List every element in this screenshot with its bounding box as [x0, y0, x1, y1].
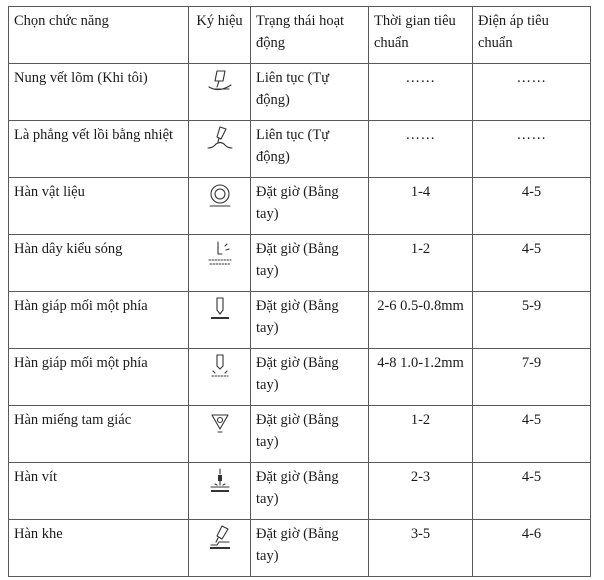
cell-voltage: 5-9	[473, 292, 591, 349]
cell-time: 4-8 1.0-1.2mm	[369, 349, 473, 406]
cell-time: ……	[369, 64, 473, 121]
cell-function: Hàn dây kiểu sóng	[9, 235, 189, 292]
cell-function: Hàn khe	[9, 520, 189, 577]
cell-time: 2-3	[369, 463, 473, 520]
cell-symbol	[189, 349, 251, 406]
header-function: Chọn chức năng	[9, 7, 189, 64]
table-row	[9, 349, 591, 406]
cell-mode: Liên tục (Tự động)	[251, 64, 369, 121]
single-side-butt-weld-spark-icon	[205, 352, 235, 382]
cell-symbol	[189, 121, 251, 178]
cell-voltage: 4-5	[473, 463, 591, 520]
cell-function: Hàn vật liệu	[9, 178, 189, 235]
cell-voltage: ……	[473, 121, 591, 178]
cell-voltage: 4-5	[473, 178, 591, 235]
table-row	[9, 406, 591, 463]
header-time: Thời gian tiêu chuẩn	[369, 7, 473, 64]
cell-mode: Đặt giờ (Bằng tay)	[251, 178, 369, 235]
cell-time: 3-5	[369, 520, 473, 577]
cell-voltage: 7-9	[473, 349, 591, 406]
cell-voltage: ……	[473, 64, 591, 121]
cell-function: Hàn vít	[9, 463, 189, 520]
header-mode: Trạng thái hoạt động	[251, 7, 369, 64]
welding-function-table	[8, 6, 591, 577]
cell-mode: Đặt giờ (Bằng tay)	[251, 235, 369, 292]
wave-wire-weld-icon	[205, 238, 235, 268]
material-weld-icon	[205, 181, 235, 211]
dent-heating-icon	[205, 67, 235, 97]
header-voltage: Điện áp tiêu chuẩn	[473, 7, 591, 64]
cell-mode: Liên tục (Tự động)	[251, 121, 369, 178]
cell-function: Hàn giáp mối một phía	[9, 349, 189, 406]
cell-symbol	[189, 292, 251, 349]
cell-time: 2-6 0.5-0.8mm	[369, 292, 473, 349]
triangle-piece-weld-icon	[205, 409, 235, 439]
cell-voltage: 4-5	[473, 235, 591, 292]
header-row	[9, 7, 591, 64]
cell-mode: Đặt giờ (Bằng tay)	[251, 349, 369, 406]
cell-time: 1-4	[369, 178, 473, 235]
cell-time: ……	[369, 121, 473, 178]
table-row	[9, 64, 591, 121]
table-row	[9, 121, 591, 178]
single-side-butt-weld-icon	[205, 295, 235, 325]
table-row	[9, 292, 591, 349]
cell-voltage: 4-5	[473, 406, 591, 463]
cell-function: Hàn giáp mối một phía	[9, 292, 189, 349]
cell-time: 1-2	[369, 406, 473, 463]
bump-flattening-icon	[205, 124, 235, 154]
cell-symbol	[189, 520, 251, 577]
cell-function: Nung vết lõm (Khi tôi)	[9, 64, 189, 121]
table-row	[9, 235, 591, 292]
table-row	[9, 463, 591, 520]
cell-symbol	[189, 235, 251, 292]
cell-mode: Đặt giờ (Bằng tay)	[251, 520, 369, 577]
cell-symbol	[189, 64, 251, 121]
cell-function: Hàn miếng tam giác	[9, 406, 189, 463]
cell-symbol	[189, 463, 251, 520]
cell-symbol	[189, 178, 251, 235]
cell-voltage: 4-6	[473, 520, 591, 577]
table-row	[9, 178, 591, 235]
cell-time: 1-2	[369, 235, 473, 292]
screw-weld-icon	[205, 466, 235, 496]
header-symbol: Ký hiệu	[189, 7, 251, 64]
cell-mode: Đặt giờ (Bằng tay)	[251, 292, 369, 349]
cell-function: Là phẳng vết lồi bằng nhiệt	[9, 121, 189, 178]
cell-mode: Đặt giờ (Bằng tay)	[251, 463, 369, 520]
slot-weld-icon	[205, 523, 235, 553]
table-row	[9, 520, 591, 577]
cell-symbol	[189, 406, 251, 463]
cell-mode: Đặt giờ (Bằng tay)	[251, 406, 369, 463]
